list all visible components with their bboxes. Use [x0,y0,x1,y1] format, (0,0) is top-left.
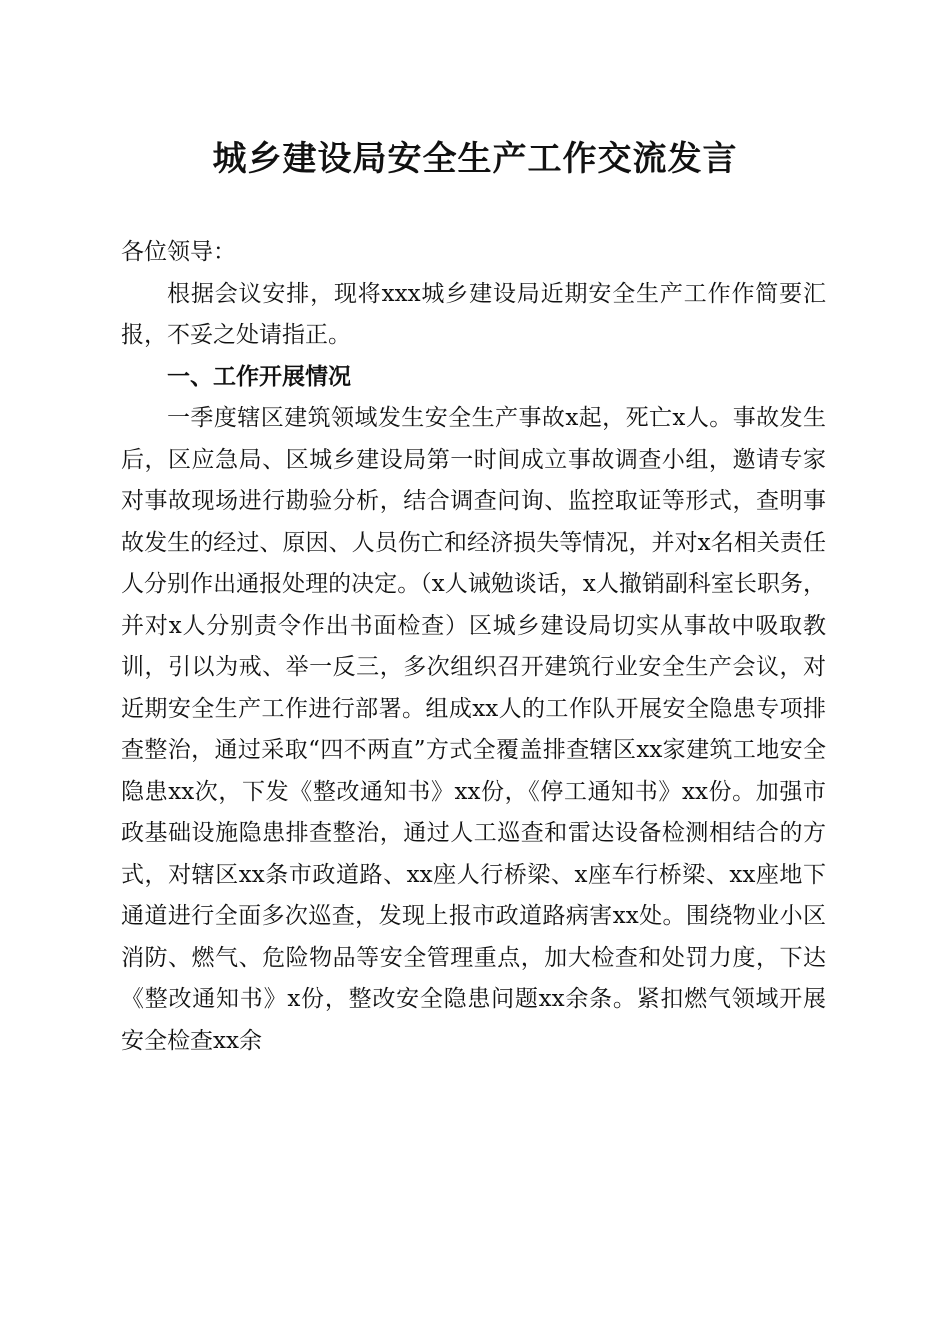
document-title: 城乡建设局安全生产工作交流发言 [212,139,738,179]
salutation: 各位领导： [121,239,236,265]
section-heading-1: 一、工作开展情况 [167,363,351,390]
intro-paragraph: 根据会议安排，现将xxx城乡建设局近期安全生产工作作简要汇报，不妥之处请指正。 [121,280,826,348]
document-body [121,232,826,1062]
section-1-paragraph: 一季度辖区建筑领域发生安全生产事故x起，死亡x人。事故发生后，区应急局、区城乡建设局第一时间成立事故调查小组，邀请专家对事故现场进行勘验分析，结合调查问询、监控取证等形式，查明事故发生的经过、原因、人员伤亡和经济损失等情况，并对x名相关责任人分别作出通报处理的决定。（x人诫勉谈话，x人撤销副科室长职务，并对x人分别责令作出书面检查）区城乡建设局切实从事故中吸取教训，引以为戒、举一反三，多次组织召开建筑行业安全生产会议，对近期安全生产工作进行部署。组成xx人的工作队开展安全隐患专项排查整治，通过采取“四不两直”方式全覆盖排查辖区xx家建筑工地安全隐患xx次，下发《整改通知书》xx份，《停工通知书》xx份。加强市政基础设施隐患排查整治，通过人工巡查和雷达设备检测相结合的方式，对辖区xx条市政道路、xx座人行桥梁、x座车行桥梁、xx座地下通道进行全面多次巡查，发现上报市政道路病害xx处。围绕物业小区消防、燃气、危险物品等安全管理重点，加大检查和处罚力度，下达《整改通知书》x份，整改安全隐患问题xx余条。紧扣燃气领域开展安全检查xx余 [121,405,826,1054]
